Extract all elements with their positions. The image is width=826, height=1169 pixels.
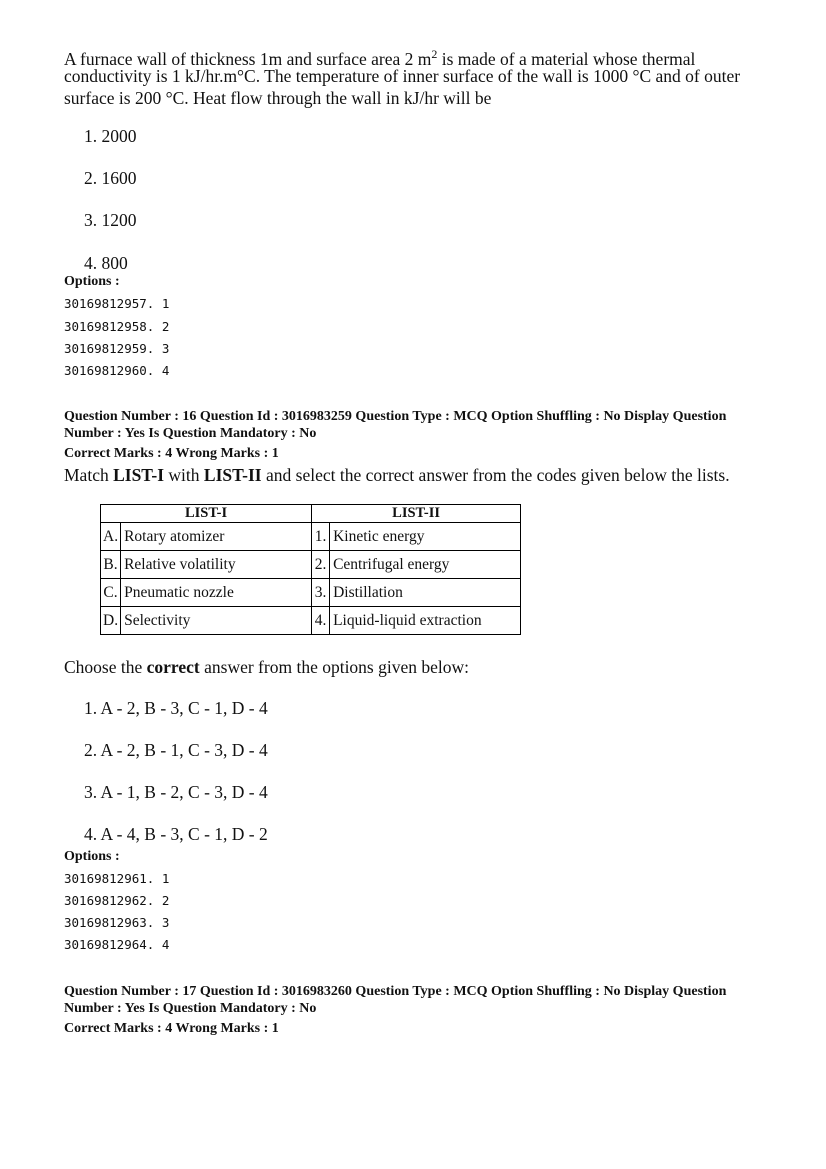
match-table	[100, 504, 521, 635]
q15-choice-1: 1. 2000	[84, 126, 137, 146]
q16-choice-4: 4. A - 4, B - 3, C - 1, D - 2	[84, 824, 268, 844]
q16-choice-3: 3. A - 1, B - 2, C - 3, D - 4	[84, 782, 268, 802]
table-row	[101, 523, 521, 551]
q15-text-line2: conductivity is 1 kJ/hr.m°C. The temperature of inner surface of the wall is 1000 °C and of outer	[64, 66, 741, 86]
list-1-item: Relative volatility	[121, 551, 312, 579]
list-2-item: Distillation	[330, 579, 521, 607]
q15-option-id-4: 30169812960. 4	[64, 363, 170, 378]
q15-options-label: Options :	[64, 274, 120, 289]
list-1-key: B.	[101, 551, 121, 579]
list-1-key: C.	[101, 579, 121, 607]
q16-marks: Correct Marks : 4 Wrong Marks : 1	[64, 446, 279, 461]
q15-choice-4: 4. 800	[84, 253, 128, 273]
q17-meta-line1: Question Number : 17 Question Id : 3016983260 Question Type : MCQ Option Shuffling : No Display Question	[64, 984, 727, 999]
list-1-item: Selectivity	[121, 607, 312, 635]
q17-marks: Correct Marks : 4 Wrong Marks : 1	[64, 1021, 279, 1036]
list-2-header: LIST-II	[312, 505, 521, 523]
match-table-header	[101, 505, 521, 523]
list-2-key: 4.	[312, 607, 330, 635]
list-1-item: Pneumatic nozzle	[121, 579, 312, 607]
q15-option-id-3: 30169812959. 3	[64, 341, 170, 356]
list-2-key: 1.	[312, 523, 330, 551]
q16-instruction: Match LIST-I with LIST-II and select the correct answer from the codes given below the lists.	[64, 465, 730, 485]
q16-choice-2: 2. A - 2, B - 1, C - 3, D - 4	[84, 740, 268, 760]
q15-choice-3: 3. 1200	[84, 210, 137, 230]
list-1-header: LIST-I	[101, 505, 312, 523]
list-1-key: D.	[101, 607, 121, 635]
q16-choice-1: 1. A - 2, B - 3, C - 1, D - 4	[84, 698, 268, 718]
list-1-key: A.	[101, 523, 121, 551]
q16-choose-prompt: Choose the correct answer from the options given below:	[64, 657, 470, 677]
table-row	[101, 579, 521, 607]
list-1-item: Rotary atomizer	[121, 523, 312, 551]
list-2-key: 3.	[312, 579, 330, 607]
q16-option-id-1: 30169812961. 1	[64, 871, 170, 886]
q16-option-id-4: 30169812964. 4	[64, 937, 170, 952]
list-2-item: Liquid-liquid extraction	[330, 607, 521, 635]
q15-text-line1: A furnace wall of thickness 1m and surface area 2 $m^2$ is made of a material whose thermal	[64, 47, 696, 69]
q16-meta-line2: Number : Yes Is Question Mandatory : No	[64, 426, 317, 441]
table-row	[101, 607, 521, 635]
q16-meta-line1: Question Number : 16 Question Id : 3016983259 Question Type : MCQ Option Shuffling : No Display Question	[64, 409, 727, 424]
q16-option-id-3: 30169812963. 3	[64, 915, 170, 930]
q16-option-id-2: 30169812962. 2	[64, 893, 170, 908]
q15-text-line3: surface is 200 °C. Heat flow through the wall in kJ/hr will be	[64, 88, 492, 108]
q15-choice-2: 2. 1600	[84, 168, 137, 188]
q17-meta-line2: Number : Yes Is Question Mandatory : No	[64, 1001, 317, 1016]
list-2-item: Kinetic energy	[330, 523, 521, 551]
q15-option-id-1: 30169812957. 1	[64, 296, 170, 311]
q16-options-label: Options :	[64, 849, 120, 864]
q15-option-id-2: 30169812958. 2	[64, 319, 170, 334]
list-2-item: Centrifugal energy	[330, 551, 521, 579]
table-row	[101, 551, 521, 579]
list-2-key: 2.	[312, 551, 330, 579]
